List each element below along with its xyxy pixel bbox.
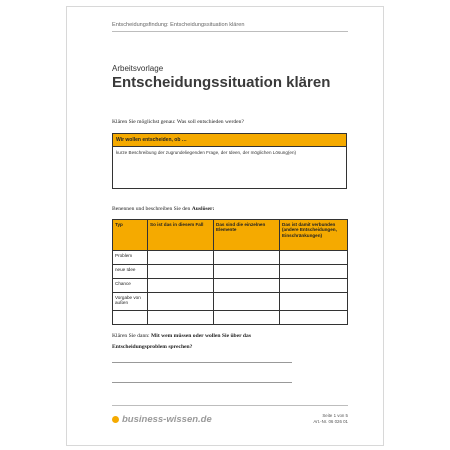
table-cell[interactable] <box>280 293 348 311</box>
table-header-elements: Das sind die einzelnen Elemente <box>214 220 280 251</box>
logo-dot-icon <box>112 416 119 423</box>
table-cell[interactable] <box>148 251 214 265</box>
answer-line[interactable] <box>112 362 292 363</box>
answer-line[interactable] <box>112 382 292 383</box>
footer-page-info <box>290 413 348 425</box>
table-cell[interactable] <box>214 265 280 279</box>
table-row <box>113 311 348 325</box>
table-header-type: Typ <box>113 220 148 251</box>
footer-page-number: Seite 1 von 5 <box>322 413 348 418</box>
table-cell-type: neue Idee <box>113 265 148 279</box>
header-divider <box>112 31 348 32</box>
footer-divider <box>112 405 348 406</box>
document-title: Entscheidungssituation klären <box>112 74 331 91</box>
question-who-bold: Mit wem müssen oder wollen Sie über das <box>151 333 252 339</box>
table-cell[interactable] <box>214 311 280 325</box>
table-cell[interactable] <box>148 279 214 293</box>
decision-box-body[interactable]: kurze Beschreibung der zugrundeliegenden Frage, der Ideen, der möglichen Lösung(en) <box>116 150 297 155</box>
footer-logo: business-wissen.de <box>122 414 212 425</box>
question-trigger-prefix: Benennen und beschreiben Sie den <box>112 206 192 212</box>
table-header-connected: Das ist damit verbunden (andere Entscheidungen, Einschränkungen) <box>280 220 348 251</box>
table-header-this-case: So ist das in diesem Fall <box>148 220 214 251</box>
table-cell-type: Chance <box>113 279 148 293</box>
table-header-row <box>113 220 348 251</box>
table-cell-type: Vorgabe von außen <box>113 293 148 311</box>
table-cell[interactable] <box>280 279 348 293</box>
question-who-to-talk <box>112 333 251 339</box>
table-cell[interactable] <box>214 293 280 311</box>
table-cell-type: Problem <box>113 251 148 265</box>
table-row <box>113 251 348 265</box>
table-cell[interactable] <box>280 251 348 265</box>
footer-article-number: Art.-Nr. 06 026 01 <box>313 419 348 424</box>
table-row <box>113 279 348 293</box>
decision-box-heading: Wir wollen entscheiden, ob … <box>113 134 346 147</box>
document-header: Entscheidungsfindung: Entscheidungssituation klären <box>112 22 245 28</box>
table-cell[interactable] <box>214 279 280 293</box>
question-what-to-decide: Klären Sie möglichst genau: Was soll entschieden werden? <box>112 119 244 125</box>
table-cell[interactable] <box>214 251 280 265</box>
table-cell[interactable] <box>148 311 214 325</box>
table-cell-type <box>113 311 148 325</box>
table-row <box>113 265 348 279</box>
question-trigger-bold: Auslöser: <box>191 206 215 212</box>
table-cell[interactable] <box>280 265 348 279</box>
table-row <box>113 293 348 311</box>
decision-box <box>112 133 347 189</box>
document-subtitle: Arbeitsvorlage <box>112 64 164 73</box>
table-cell[interactable] <box>148 265 214 279</box>
question-who-line2: Entscheidungsproblem sprechen? <box>112 344 193 350</box>
table-cell[interactable] <box>148 293 214 311</box>
table-cell[interactable] <box>280 311 348 325</box>
trigger-table <box>112 219 348 325</box>
question-trigger <box>112 206 214 212</box>
question-who-prefix: Klären Sie dann: <box>112 333 151 339</box>
